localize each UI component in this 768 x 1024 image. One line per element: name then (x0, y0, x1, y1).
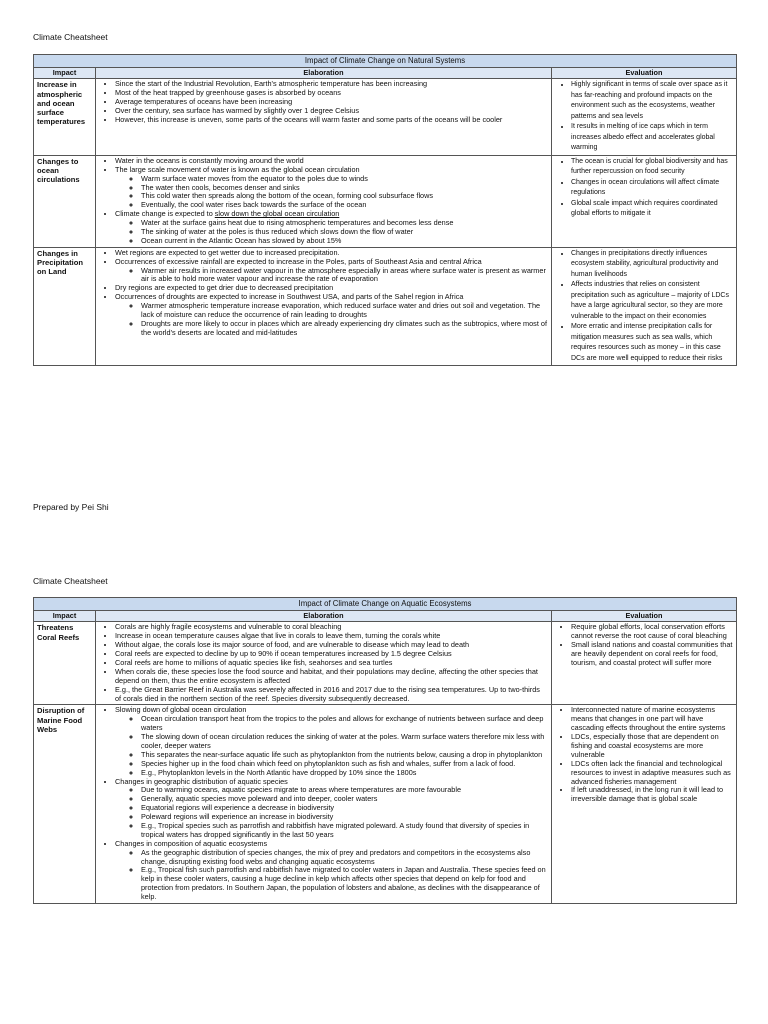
elaboration-item (115, 210, 548, 246)
elaboration-item (115, 116, 548, 125)
elaboration-text: When corals die, these species lose the food source and habitat, and their populations may decline, affecting the other species that depend on them, thus the entire ecosystem is affected (115, 666, 538, 685)
elaboration-text: Wet regions are expected to get wetter due to increased precipitation. (115, 247, 340, 257)
elaboration-sublist (115, 302, 548, 338)
page-header: Climate Cheatsheet (33, 32, 108, 42)
column-header-evaluation: Evaluation (552, 610, 737, 622)
evaluation-item: • It results in melting of ice caps which in term increases albedo effect and accelerates global warming (571, 122, 733, 154)
evaluation-item: • More erratic and intense precipitation calls for mitigation measures such as sea walls, which requires resources such as money – in this case DCs are more well equipped to reduce their risks (571, 322, 733, 364)
evaluation-item: • The ocean is crucial for global biodiversity and has further repercussion on food security (571, 157, 733, 178)
elaboration-list (99, 157, 548, 246)
elaboration-subitem: ◦ E.g., Phytoplankton levels in the North Atlantic have dropped by 10% since the 1800s (141, 769, 548, 778)
evaluation-item: • Interconnected nature of marine ecosystems means that changes in one part will have cascading effects throughout the entire systems (571, 706, 733, 733)
elaboration-subitem: ◦ As the geographic distribution of species changes, the mix of prey and predators and competitors in the ecosystems also change, disrupting existing food webs and changing aquatic ecosystems (141, 849, 548, 867)
impact-cell: Changes to ocean circulations (34, 155, 96, 247)
evaluation-list (555, 623, 733, 667)
elaboration-subitem: ◦ Warmer atmospheric temperature increase evaporation, which reduced surface water and dries out soil and vegetation. The lack of moisture can reduce the occurrence of rain leading to droughts (141, 302, 548, 320)
elaboration-list (99, 249, 548, 338)
elaboration-subitem: ◦ Poleward regions will experience an increase in biodiversity (141, 813, 548, 822)
elaboration-item (115, 258, 548, 285)
impact-cell: Disruption of Marine Food Webs (34, 705, 96, 904)
elaboration-text: Average temperatures of oceans have been increasing (115, 97, 293, 107)
table-row (34, 622, 737, 705)
evaluation-item: • LDCs, especially those that are dependent on fishing and coastal ecosystems are more vulnerable (571, 733, 733, 760)
elaboration-subitem: ◦ Eventually, the cool water rises back towards the surface of the ocean (141, 201, 548, 210)
elaboration-text: Dry regions are expected to get drier due to decreased precipitation (115, 283, 334, 293)
column-header-evaluation: Evaluation (552, 67, 737, 79)
evaluation-item: • If left unaddressed, in the long run it will lead to irreversible damage that is global scale (571, 786, 733, 804)
page-header: Climate Cheatsheet (33, 576, 108, 586)
elaboration-item (115, 668, 548, 686)
elaboration-sublist (115, 219, 548, 246)
elaboration-text: Without algae, the corals lose its major source of food, and are vulnerable to disease which may lead to death (115, 640, 470, 650)
evaluation-item: • LDCs often lack the financial and technological resources to invest in adaptive measures such as advanced fisheries management (571, 760, 733, 787)
elaboration-subitem: ◦ Ocean current in the Atlantic Ocean has slowed by about 15% (141, 237, 548, 246)
elaboration-list (99, 80, 548, 124)
elaboration-text: Water in the oceans is constantly moving around the world (115, 155, 304, 165)
table-title: Impact of Climate Change on Aquatic Ecosystems (34, 598, 737, 611)
elaboration-text: Since the start of the Industrial Revolution, Earth's atmospheric temperature has been increasing (115, 79, 428, 89)
table-row (34, 155, 737, 247)
elaboration-text: Occurrences of droughts are expected to increase in Southwest USA, and parts of the Sahel region in Africa (115, 292, 464, 302)
elaboration-item (115, 778, 548, 840)
table-row (34, 79, 737, 156)
elaboration-subitem: ◦ This cold water then spreads along the bottom of the ocean, forming cool subsurface flows (141, 192, 548, 201)
elaboration-subitem: ◦ The water then cools, becomes denser and sinks (141, 184, 548, 193)
elaboration-item (115, 706, 548, 777)
elaboration-text: Over the century, sea surface has warmed by slightly over 1 degree Celsius (115, 106, 360, 116)
evaluation-list (555, 80, 733, 154)
evaluation-list (555, 157, 733, 220)
evaluation-cell (552, 79, 737, 156)
elaboration-sublist (115, 175, 548, 211)
elaboration-text: Corals are highly fragile ecosystems and vulnerable to coral bleaching (115, 622, 342, 632)
elaboration-sublist (115, 715, 548, 777)
column-header-elaboration: Elaboration (96, 67, 552, 79)
elaboration-subitem: ◦ Due to warming oceans, aquatic species migrate to areas where temperatures are more favourable (141, 786, 548, 795)
elaboration-text: Coral reefs are expected to decline by up to 90% if ocean temperatures increased by 1.5 degree Celsius (115, 649, 452, 659)
evaluation-item: • Small island nations and coastal communities that are heavily dependent on coral reefs for food, tourism, and coastal protect will suffer more (571, 641, 733, 668)
elaboration-subitem: ◦ Droughts are more likely to occur in places which are already experiencing dry climates such as the subtropics, where most of the world's deserts are located and mid-latitudes (141, 320, 548, 338)
impact-cell: Changes in Precipitation on Land (34, 247, 96, 366)
elaboration-subitem: ◦ Water at the surface gains heat due to rising atmospheric temperatures and becomes less dense (141, 219, 548, 228)
elaboration-subitem: ◦ Warm surface water moves from the equator to the poles due to winds (141, 175, 548, 184)
elaboration-sublist (115, 267, 548, 285)
elaboration-subitem: ◦ Ocean circulation transport heat from the tropics to the poles and allows for exchange of nutrients between surface and deep waters (141, 715, 548, 733)
elaboration-subitem: ◦ E.g., Tropical fish such parrotfish and rabbitfish have migrated to cooler waters in Japan and Australia. These species feed on kelp in these cooler waters, causing a huge decline in kelp which affects other species that depend on kelp for food and protection from predators. In Southern Japan, the population of lobsters and abalone, as declines with the disappearance of kelp. (141, 866, 548, 902)
elaboration-subitem: ◦ Equatorial regions will experience a decrease in biodiversity (141, 804, 548, 813)
elaboration-underlined-text: slow down the global ocean circulation (214, 209, 340, 219)
elaboration-text: Increase in ocean temperature causes algae that live in corals to leave them, turning the corals white (115, 631, 441, 641)
elaboration-text: Occurrences of excessive rainfall are expected to increase in the Poles, parts of Southeast Asia and central Africa (115, 256, 482, 266)
elaboration-item (115, 166, 548, 210)
evaluation-cell (552, 247, 737, 366)
evaluation-cell (552, 622, 737, 705)
column-header-elaboration: Elaboration (96, 610, 552, 622)
evaluation-item: • Highly significant in terms of scale over space as it has far-reaching and profound impacts on the environment such as the ecosystems, weather patterns and sea levels (571, 80, 733, 122)
evaluation-item: • Global scale impact which requires coordinated global efforts to mitigate it (571, 199, 733, 220)
evaluation-item: • Require global efforts, local conservation efforts cannot reverse the root cause of coral bleaching (571, 623, 733, 641)
elaboration-text: Climate change is expected to (115, 209, 215, 219)
elaboration-text: However, this increase is uneven, some parts of the oceans will warm faster and some parts of the oceans will be cooler (115, 114, 503, 124)
elaboration-text: Most of the heat trapped by greenhouse gases is absorbed by oceans (115, 88, 341, 98)
evaluation-cell (552, 705, 737, 904)
elaboration-subitem: ◦ Generally, aquatic species move poleward and into deeper, cooler waters (141, 795, 548, 804)
elaboration-text: Changes in composition of aquatic ecosystems (115, 838, 268, 848)
elaboration-subitem: ◦ The slowing down of ocean circulation reduces the sinking of water at the poles. Warm surface waters therefore mix less with cooler, deeper waters (141, 733, 548, 751)
natural-systems-table (33, 54, 737, 366)
elaboration-list (99, 706, 548, 902)
impact-cell: Threatens Coral Reefs (34, 622, 96, 705)
elaboration-cell (96, 622, 552, 705)
aquatic-ecosystems-table (33, 597, 737, 904)
evaluation-item: • Changes in ocean circulations will affect climate regulations (571, 178, 733, 199)
elaboration-item (115, 840, 548, 902)
elaboration-cell (96, 79, 552, 156)
table-title: Impact of Climate Change on Natural Systems (34, 55, 737, 68)
elaboration-sublist (115, 849, 548, 902)
column-header-impact: Impact (34, 67, 96, 79)
elaboration-text: E.g., the Great Barrier Reef in Australia was severely affected in 2016 and 2017 due to the rising sea temperatures. Up to two-thirds of corals died in the northern section of the reef. Species diversity subsequently decreased. (115, 684, 540, 703)
evaluation-list (555, 706, 733, 804)
table-row (34, 705, 737, 904)
page-footer: Prepared by Pei Shi (33, 502, 109, 512)
elaboration-subitem: ◦ Species higher up in the food chain which feed on phytoplankton such as fish and whales, suffer from a lack of food. (141, 760, 548, 769)
evaluation-list (555, 249, 733, 365)
elaboration-subitem: ◦ E.g., Tropical species such as parrotfish and rabbitfish have migrated poleward. A study found that diversity of species in tropical waters has dropped significantly in the last 50 years (141, 822, 548, 840)
elaboration-cell (96, 705, 552, 904)
elaboration-sublist (115, 786, 548, 839)
elaboration-item (115, 293, 548, 337)
evaluation-item: • Affects industries that relies on consistent precipitation such as agriculture – majority of LDCs have a large agricultural sector, so they are more vulnerable to the impact on their economies (571, 280, 733, 322)
elaboration-text: The large scale movement of water is known as the global ocean circulation (115, 164, 360, 174)
elaboration-text: Changes in geographic distribution of aquatic species (115, 776, 288, 786)
impact-cell: Increase in atmospheric and ocean surface temperatures (34, 79, 96, 156)
elaboration-item (115, 686, 548, 704)
elaboration-subitem: ◦ This separates the near-surface aquatic life such as phytoplankton from the nutrients below, causing a drop in phytoplankton (141, 751, 548, 760)
table-row (34, 247, 737, 366)
elaboration-subitem: ◦ The sinking of water at the poles is thus reduced which slows down the flow of water (141, 228, 548, 237)
elaboration-subitem: ◦ Warmer air results in increased water vapour in the atmosphere especially in areas where surface water is present as warmer air is able to hold more water vapour and increase the rate of evaporation (141, 267, 548, 285)
evaluation-cell (552, 155, 737, 247)
elaboration-cell (96, 155, 552, 247)
evaluation-item: • Changes in precipitations directly influences ecosystem stability, agricultural productivity and human livelihoods (571, 249, 733, 281)
elaboration-cell (96, 247, 552, 366)
elaboration-list (99, 623, 548, 703)
elaboration-text: Slowing down of global ocean circulation (115, 705, 247, 715)
column-header-impact: Impact (34, 610, 96, 622)
elaboration-text: Coral reefs are home to millions of aquatic species like fish, seahorses and sea turtles (115, 657, 393, 667)
